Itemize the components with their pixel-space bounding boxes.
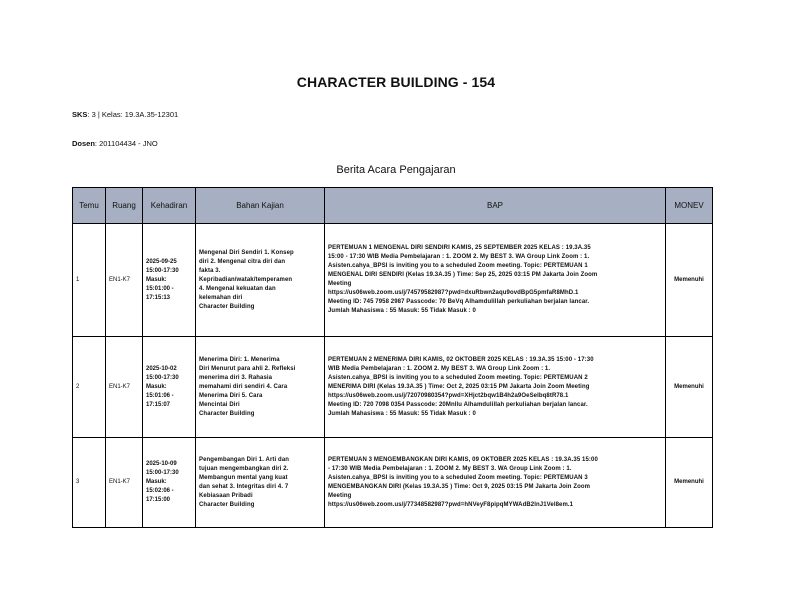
bap-line: Meeting ID: 720 7098 0354 Passcode: 20Mnllu Alhamdulillah perkuliahan berjalan lancar. xyxy=(328,401,588,408)
bap-line: - 17:30 WIB Media Pembelajaran : 1. ZOOM 2. My BEST 3. WA Group Link Zoom : 1. xyxy=(328,465,572,472)
bahan-line: Mengenal Diri Sendiri 1. Konsep xyxy=(199,249,294,256)
bap-cell xyxy=(325,337,666,438)
zoom-link[interactable]: https://us06web.zoom.us/j/72070980354?pwd=XHjct2bqw1B4h2a9OeSeIbq8tR78.1 xyxy=(328,392,569,399)
bap-cell xyxy=(325,224,666,337)
bap-cell xyxy=(325,438,666,528)
zoom-link[interactable]: https://us06web.zoom.us/j/74579582987?pwd=dxuRbwn2aqu9ovdBpG5pmfaR8MhD.1 xyxy=(328,290,579,296)
bahan-line: memahami diri sendiri 4. Cara xyxy=(199,383,288,390)
bap-line: Jumlah Mahasiswa : 55 Masuk: 55 Tidak Masuk : 0 xyxy=(328,410,476,417)
bahan-line: Kepribadian/watak/temperamen xyxy=(199,276,293,283)
bahan-line: Pengembangan Diri 1. Arti dan xyxy=(199,456,290,463)
bap-line: MENERIMA DIRI (Kelas 19.3A.35 ) Time: Oct 2, 2025 03:15 PM Jakarta Join Zoom Meeting xyxy=(328,383,590,390)
sks-label: SKS xyxy=(72,110,88,119)
bap-line: Meeting xyxy=(328,281,352,287)
bap-line: MENGEMBANGKAN DIRI (Kelas 19.3A.35 ) Time: Oct 9, 2025 03:15 PM Jakarta Join Zoom xyxy=(328,483,591,490)
kehadiran-out-time: 17:15:07 xyxy=(146,401,171,408)
sks-kelas-line xyxy=(72,110,178,119)
table-row xyxy=(73,438,713,528)
ruang-cell: EN1-K7 xyxy=(106,438,143,528)
header-kehadiran: Kehadiran xyxy=(143,188,196,224)
header-bap: BAP xyxy=(325,188,666,224)
bahan-course-tag: Character Building xyxy=(199,303,255,310)
dosen-line xyxy=(72,139,158,148)
sks-value: : 3 | Kelas: 19.3A.35-12301 xyxy=(87,110,179,119)
bahan-line: fakta 3. xyxy=(199,267,221,274)
bahan-kajian-cell xyxy=(196,438,325,528)
table-row xyxy=(73,224,713,337)
bap-line: Meeting ID: 745 7958 2987 Passcode: 70 BeVq Alhamdulillah perkuliahan berjalan lancar. xyxy=(328,299,590,305)
bahan-line: Menerima Diri 5. Cara xyxy=(199,392,263,399)
kehadiran-date: 2025-09-25 xyxy=(146,258,177,265)
dosen-value: : 201104434 - JNO xyxy=(94,139,158,148)
ruang-cell: EN1-K7 xyxy=(106,224,143,337)
monev-cell: Memenuhi xyxy=(666,224,713,337)
temu-cell: 2 xyxy=(73,337,106,438)
kehadiran-in-time: 15:02:06 - xyxy=(146,488,174,494)
temu-cell: 1 xyxy=(73,224,106,337)
temu-cell: 3 xyxy=(73,438,106,528)
bahan-line: kelemahan diri xyxy=(199,294,243,301)
bap-line: Asisten.cahya_BPSI is inviting you to a scheduled Zoom meeting. Topic: PERTEMUAN 2 xyxy=(328,374,588,381)
bap-line: 15:00 - 17:30 WIB Media Pembelajaran : 1. ZOOM 2. My BEST 3. WA Group Link Zoom : 1. xyxy=(328,254,590,260)
bahan-kajian-cell xyxy=(196,337,325,438)
bahan-line: Kebiasaan Pribadi xyxy=(199,492,253,499)
kehadiran-masuk-label: Masuk: xyxy=(146,479,167,485)
dosen-label: Dosen xyxy=(72,139,95,148)
bahan-line: Mencintai Diri xyxy=(199,401,240,408)
ruang-cell: EN1-K7 xyxy=(106,337,143,438)
bap-line: Meeting xyxy=(328,492,352,499)
bahan-line: menerima diri 3. Rahasia xyxy=(199,374,273,381)
table-header-row xyxy=(73,188,713,224)
kehadiran-out-time: 17:15:00 xyxy=(146,497,171,503)
header-bahan-kajian: Bahan Kajian xyxy=(196,188,325,224)
bahan-line: diri 2. Mengenal citra diri dan xyxy=(199,258,286,265)
zoom-link[interactable]: https://us06web.zoom.us/j/77348582987?pwd=hNVeyF8pipqMYWAdB2lnJ1Vel8em.1 xyxy=(328,501,574,508)
monev-cell: Memenuhi xyxy=(666,337,713,438)
kehadiran-schedule: 15:00-17:30 xyxy=(146,267,179,274)
document-title: CHARACTER BUILDING - 154 xyxy=(296,74,496,90)
kehadiran-in-time: 15:01:06 - xyxy=(146,392,174,399)
header-ruang: Ruang xyxy=(106,188,143,224)
bahan-line: Menerima Diri: 1. Menerima xyxy=(199,356,280,363)
bap-line: MENGENAL DIRI SENDIRI (Kelas 19.3A.35 ) Time: Sep 25, 2025 03:15 PM Jakarta Join Zoom xyxy=(328,272,598,278)
bahan-course-tag: Character Building xyxy=(199,501,255,508)
header-temu: Temu xyxy=(73,188,106,224)
bap-line: PERTEMUAN 1 MENGENAL DIRI SENDIRI KAMIS, 25 SEPTEMBER 2025 KELAS : 19.3A.35 xyxy=(328,245,591,251)
bap-line: WIB Media Pembelajaran : 1. ZOOM 2. My BEST 3. WA Group Link Zoom : 1. xyxy=(328,365,551,372)
bap-line: PERTEMUAN 2 MENERIMA DIRI KAMIS, 02 OKTOBER 2025 KELAS : 19.3A.35 15:00 - 17:30 xyxy=(328,356,594,363)
bap-line: Jumlah Mahasiswa : 55 Masuk: 55 Tidak Masuk : 0 xyxy=(328,308,476,314)
section-subtitle: Berita Acara Pengajaran xyxy=(336,164,456,176)
bap-line: Asisten.cahya_BPSI is inviting you to a scheduled Zoom meeting. Topic: PERTEMUAN 3 xyxy=(328,474,588,481)
bap-table xyxy=(72,187,713,528)
table-row xyxy=(73,337,713,438)
kehadiran-cell xyxy=(143,438,196,528)
kehadiran-cell xyxy=(143,224,196,337)
bahan-kajian-cell xyxy=(196,224,325,337)
bahan-line: tujuan mengembangkan diri 2. xyxy=(199,465,289,472)
kehadiran-out-time: 17:15:13 xyxy=(146,294,171,301)
kehadiran-date: 2025-10-02 xyxy=(146,365,177,372)
kehadiran-schedule: 15:00-17:30 xyxy=(146,374,179,381)
kehadiran-cell xyxy=(143,337,196,438)
kehadiran-schedule: 15:00-17:30 xyxy=(146,470,179,476)
bap-line: PERTEMUAN 3 MENGEMBANGKAN DIRI KAMIS, 09 OKTOBER 2025 KELAS : 19.3A.35 15:00 xyxy=(328,456,598,463)
bahan-line: 4. Mengenal kekuatan dan xyxy=(199,285,276,292)
bap-line: Asisten.cahya_BPSI is inviting you to a scheduled Zoom meeting. Topic: PERTEMUAN 1 xyxy=(328,263,588,269)
kehadiran-masuk-label: Masuk: xyxy=(146,383,167,390)
kehadiran-date: 2025-10-09 xyxy=(146,461,177,467)
kehadiran-in-time: 15:01:00 - xyxy=(146,285,174,292)
bahan-line: Membangun mental yang kuat xyxy=(199,474,288,481)
header-monev: MONEV xyxy=(666,188,713,224)
bahan-line: Diri Menurut para ahli 2. Refleksi xyxy=(199,365,296,372)
kehadiran-masuk-label: Masuk: xyxy=(146,276,167,283)
bahan-line: dan sehat 3. Integritas diri 4. 7 xyxy=(199,483,289,490)
monev-cell: Memenuhi xyxy=(666,438,713,528)
bahan-course-tag: Character Building xyxy=(199,410,255,417)
